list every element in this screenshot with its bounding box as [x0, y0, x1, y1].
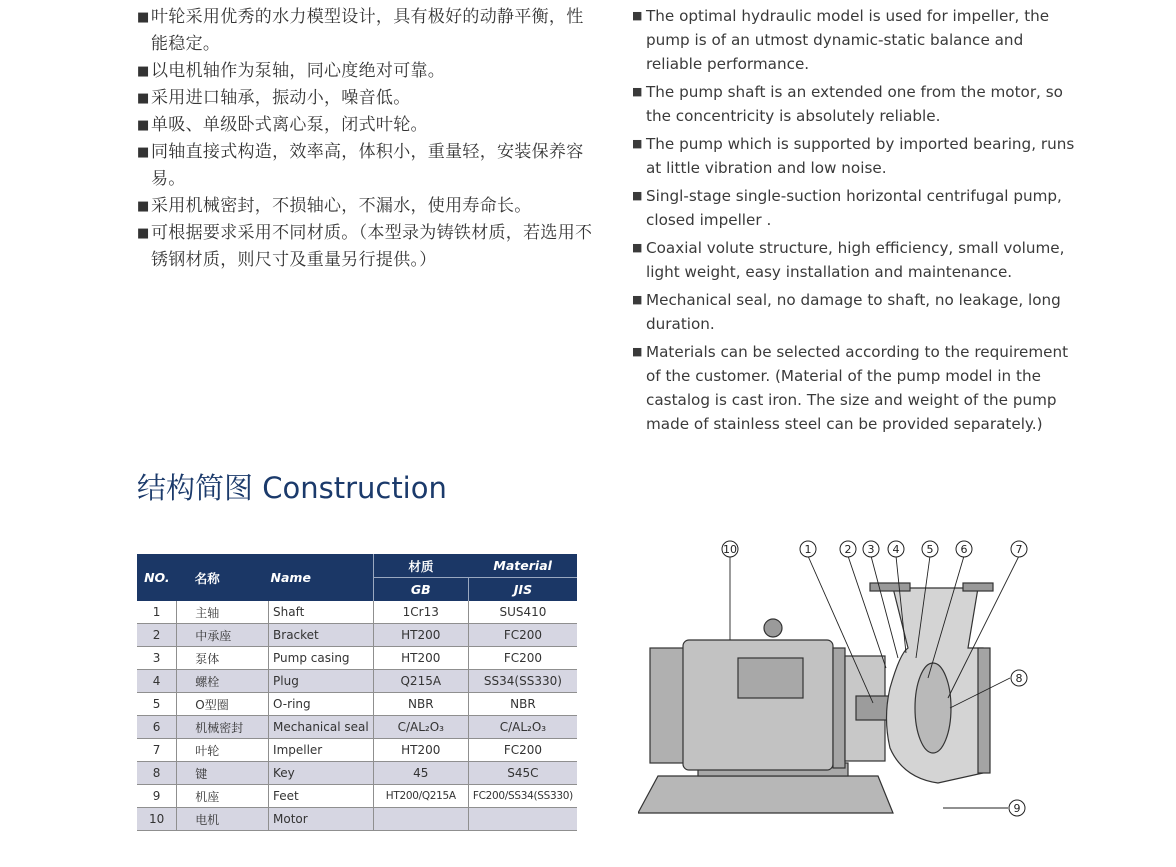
- bullet-square-icon: ■: [632, 189, 643, 202]
- table-row: 7 叶轮 Impeller HT200 FC200: [137, 739, 577, 762]
- header-jis: JIS: [468, 578, 577, 602]
- callout-4: [888, 541, 904, 557]
- bullet-square-icon: ■: [632, 137, 643, 150]
- bullet-square-icon: ■: [632, 85, 643, 98]
- impeller: [915, 663, 951, 753]
- svg-text:8: 8: [1015, 672, 1023, 685]
- inlet-flange: [978, 648, 990, 773]
- header-no: NO.: [137, 554, 177, 601]
- callout-8: [1011, 670, 1027, 686]
- bullet-square-icon: ■: [632, 293, 643, 306]
- parts-table: [137, 554, 577, 831]
- bullet-square-icon: ■: [137, 226, 150, 241]
- feature-en-item: ■ Coaxial volute structure, high efficiency, small volume, light weight, easy installation and maintenance.: [632, 236, 1077, 284]
- table-row: 8 键 Key 45 S45C: [137, 762, 577, 785]
- feature-en-item: ■ The pump which is supported by imported bearing, runs at little vibration and low noise.: [632, 132, 1077, 180]
- header-name-cn: 名称: [177, 554, 269, 601]
- outlet-flange-left: [870, 583, 910, 591]
- feature-en-item: ■ Materials can be selected according to the requirement of the customer. (Material of the pump model in the castalog is cast iron. The size and weight of the pump made of stainless steel can be provided separately.): [632, 340, 1077, 436]
- callout-9: [1009, 800, 1025, 816]
- callout-7: [1011, 541, 1027, 557]
- table-row: 3 泵体 Pump casing HT200 FC200: [137, 647, 577, 670]
- bullet-square-icon: ■: [137, 118, 150, 133]
- bullet-square-icon: ■: [137, 10, 150, 25]
- feature-cn-item: ■ 采用机械密封，不损轴心，不漏水，使用寿命长。: [137, 193, 597, 220]
- table-row: 10 电机 Motor: [137, 808, 577, 831]
- feature-cn-item: ■ 单吸、单级卧式离心泵，闭式叶轮。: [137, 112, 597, 139]
- bullet-square-icon: ■: [137, 64, 150, 79]
- header-name-en: Name: [269, 554, 374, 601]
- table-row: 5 O型圈 O-ring NBR NBR: [137, 693, 577, 716]
- feature-cn-item: ■ 同轴直接式构造，效率高，体积小，重量轻，安装保养容易。: [137, 139, 597, 193]
- callout-line-3: [871, 556, 898, 658]
- table-row: 4 螺栓 Plug Q215A SS34(SS330): [137, 670, 577, 693]
- svg-text:3: 3: [867, 543, 875, 556]
- svg-text:5: 5: [926, 543, 934, 556]
- callout-10: [722, 541, 738, 557]
- svg-text:4: 4: [892, 543, 900, 556]
- feature-cn-item: ■ 可根据要求采用不同材质。（本型录为铸铁材质，若选用不锈钢材质，则尺寸及重量另行提供。）: [137, 220, 597, 274]
- svg-text:7: 7: [1015, 543, 1023, 556]
- bullet-square-icon: ■: [632, 9, 643, 22]
- callout-2: [840, 541, 856, 557]
- svg-text:6: 6: [960, 543, 968, 556]
- motor-flange: [833, 648, 845, 768]
- svg-text:9: 9: [1013, 802, 1021, 815]
- svg-text:10: 10: [723, 543, 737, 556]
- callout-3: [863, 541, 879, 557]
- features-en-list: [632, 4, 1077, 440]
- header-gb: GB: [373, 578, 468, 602]
- bullet-square-icon: ■: [137, 199, 150, 214]
- outlet-flange-right: [963, 583, 993, 591]
- svg-text:1: 1: [804, 543, 812, 556]
- table-row: 2 中承座 Bracket HT200 FC200: [137, 624, 577, 647]
- pump-construction-diagram: [638, 538, 1038, 828]
- lifting-eye: [764, 619, 782, 637]
- callout-6: [956, 541, 972, 557]
- features-cn-list: [137, 4, 597, 274]
- bullet-square-icon: ■: [632, 241, 643, 254]
- table-row: 9 机座 Feet HT200/Q215A FC200/SS34(SS330): [137, 785, 577, 808]
- feature-cn-item: ■ 以电机轴作为泵轴，同心度绝对可靠。: [137, 58, 597, 85]
- feature-en-item: ■ Mechanical seal, no damage to shaft, no leakage, long duration.: [632, 288, 1077, 336]
- bullet-square-icon: ■: [632, 345, 643, 358]
- feature-en-item: ■ The optimal hydraulic model is used for impeller, the pump is of an utmost dynamic-static balance and reliable performance.: [632, 4, 1077, 76]
- table-row: 1 主轴 Shaft 1Cr13 SUS410: [137, 601, 577, 624]
- terminal-box: [738, 658, 803, 698]
- feature-cn-item: ■ 采用进口轴承，振动小，噪音低。: [137, 85, 597, 112]
- table-row: 6 机械密封 Mechanical seal C/AL₂O₃ C/AL₂O₃: [137, 716, 577, 739]
- feature-cn-item: ■ 叶轮采用优秀的水力模型设计，具有极好的动静平衡，性能稳定。: [137, 4, 597, 58]
- section-title: 结构简图 Construction: [137, 471, 447, 505]
- bullet-square-icon: ■: [137, 91, 150, 106]
- svg-text:2: 2: [844, 543, 852, 556]
- feature-en-item: ■ Singl-stage single-suction horizontal centrifugal pump, closed impeller .: [632, 184, 1077, 232]
- feature-en-item: ■ The pump shaft is an extended one from the motor, so the concentricity is absolutely reliable.: [632, 80, 1077, 128]
- base-feet: [638, 776, 893, 813]
- bullet-square-icon: ■: [137, 145, 150, 160]
- header-material-cn: 材质: [373, 554, 468, 578]
- callout-1: [800, 541, 816, 557]
- callout-line-2: [848, 556, 886, 668]
- header-material-en: Material: [468, 554, 577, 578]
- callout-5: [922, 541, 938, 557]
